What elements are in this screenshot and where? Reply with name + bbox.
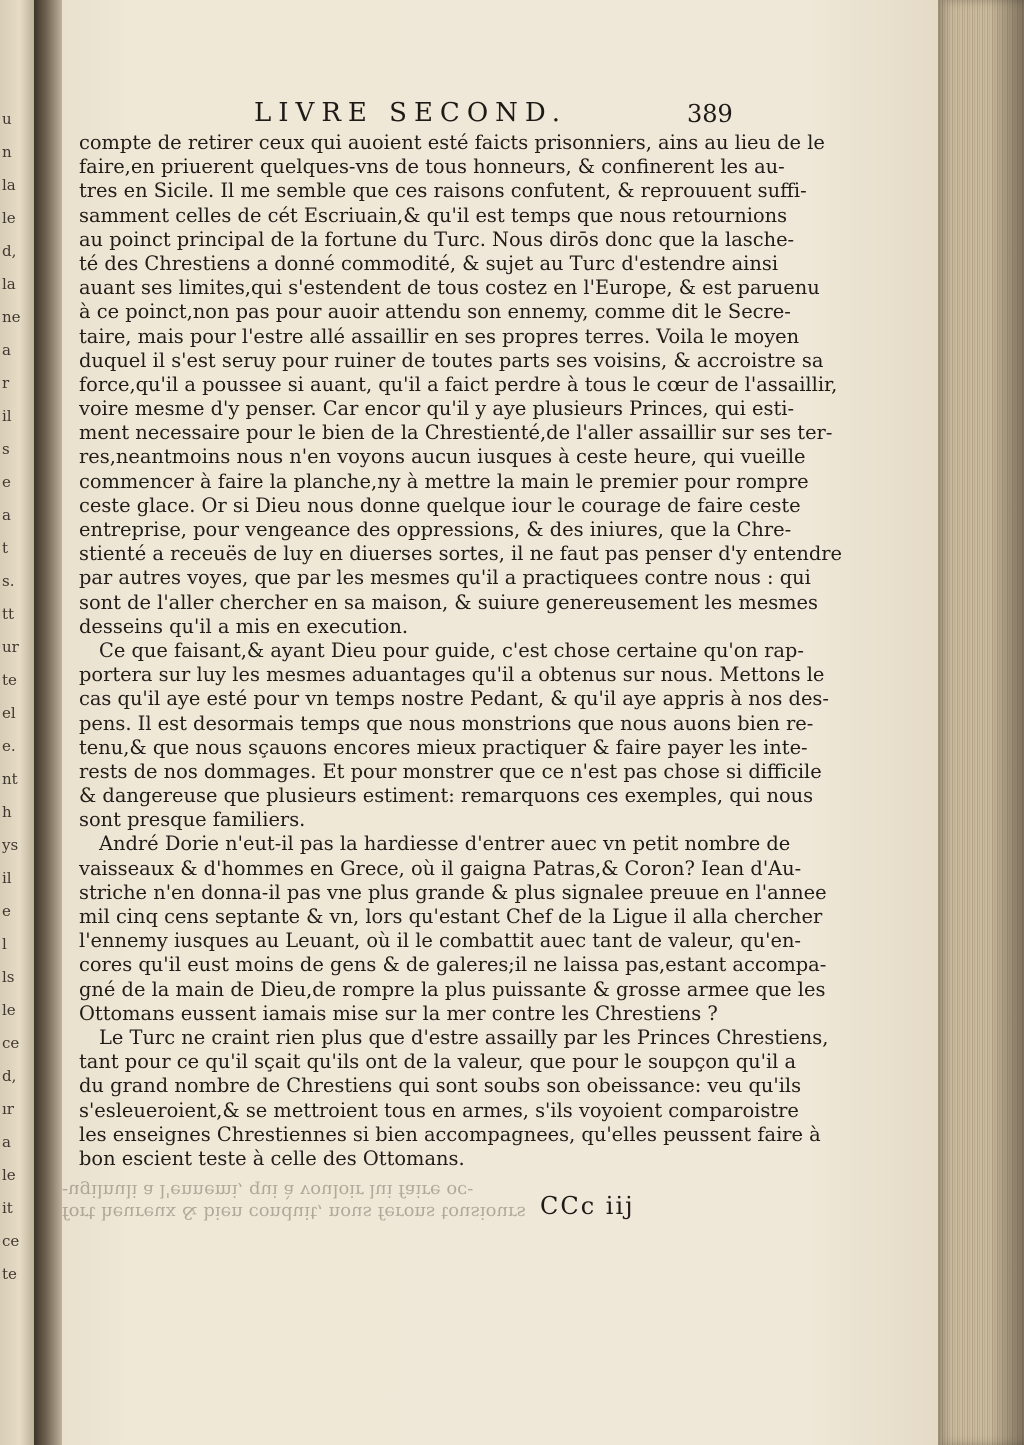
text-line: sont presque familiers. xyxy=(79,808,306,832)
text-line: Le Turc ne craint rien plus que d'estre assailly par les Princes Chrestiens, xyxy=(99,1025,829,1049)
left-page-fragment: te xyxy=(2,671,17,689)
text-line: duquel il s'est seruy pour ruiner de toutes parts ses voisins, & accroistre sa xyxy=(79,348,824,372)
text-line: samment celles de cét Escriuain,& qu'il est temps que nous retournions xyxy=(79,203,788,227)
left-page-fragment: e xyxy=(2,473,11,491)
text-line: vaisseaux & d'hommes en Grece, où il gaigna Patras,& Coron? Iean d'Au- xyxy=(79,856,802,880)
text-line: s'esleueroient,& se mettroient tous en armes, s'ils voyoient comparoistre xyxy=(79,1098,799,1122)
text-line: desseins qu'il a mis en execution. xyxy=(79,614,408,638)
text-line: stienté a receuës de luy en diuerses sortes, il ne faut pas penser d'y entendre xyxy=(79,542,842,566)
left-page-fragment: h xyxy=(2,803,12,821)
text-line: les enseignes Chrestiennes si bien accompagnees, qu'elles peussent faire à xyxy=(79,1122,821,1146)
text-line: ment necessaire pour le bien de la Chrestienté,de l'aller assaillir sur ses ter- xyxy=(79,421,833,445)
running-head: LIVRE SECOND. xyxy=(254,98,568,128)
text-line: mil cinq cens septante & vn, lors qu'estant Chef de la Ligue il alla chercher xyxy=(79,905,823,928)
text-line: taire, mais pour l'estre allé assaillir en ses propres terres. Voila le moyen xyxy=(79,324,800,348)
text-line: Ottomans eussent iamais mise sur la mer contre les Chrestiens ? xyxy=(79,1001,718,1025)
text-line: compte de retirer ceux qui auoient esté faicts prisonniers, ains au lieu de le xyxy=(79,131,825,154)
text-line: commencer à faire la planche,ny à mettre la main le premier pour rompre xyxy=(79,469,809,493)
left-page-fragment: ne xyxy=(2,308,21,326)
text-line: ceste glace. Or si Dieu nous donne quelque iour le courage de faire ceste xyxy=(79,493,801,517)
edge-shadow xyxy=(990,0,1024,1445)
text-line: par autres voyes, que par les mesmes qu'il a practiquees contre nous : qui xyxy=(79,566,811,590)
left-page-fragment: l xyxy=(2,935,7,953)
left-page-fragment: n xyxy=(2,143,12,161)
left-page-fragment: u xyxy=(2,110,12,128)
text-line: & dangereuse que plusieurs estiment: remarquons ces exemples, qui nous xyxy=(79,784,814,808)
text-line: sont de l'aller chercher en sa maison, & suiure genereusement les mesmes xyxy=(79,590,818,614)
text-line: pens. Il est desormais temps que nous monstrions que nous auons bien re- xyxy=(79,711,814,735)
text-line: cas qu'il aye esté pour vn temps nostre Pedant, & qu'il aye appris à nos des- xyxy=(79,687,829,711)
text-line: rests de nos dommages. Et pour monstrer que ce n'est pas chose si difficile xyxy=(79,759,822,783)
left-page-fragment: el xyxy=(2,704,16,722)
text-line: res,neantmoins nous n'en voyons aucun iusques à ceste heure, qui vueille xyxy=(79,445,806,469)
left-page-fragment: a xyxy=(2,341,11,359)
left-page-fragment: ce xyxy=(2,1232,20,1250)
signature-mark: CCc iij xyxy=(540,1192,635,1220)
left-page-fragment: t xyxy=(2,539,9,557)
text-line: tant pour ce qu'il sçait qu'ils ont de la valeur, que pour le soupçon qu'il a xyxy=(79,1050,797,1074)
left-page-fragment: il xyxy=(2,869,12,887)
text-line: gné de la main de Dieu,de rompre la plus puissante & grosse armee que les xyxy=(79,977,826,1001)
left-page-fragment: a xyxy=(2,1133,11,1151)
text-line: bon escient teste à celle des Ottomans. xyxy=(79,1146,465,1170)
text-line: striche n'en donna-il pas vne plus grande & plus signalee preuue en l'annee xyxy=(79,880,827,904)
text-line: tenu,& que nous sçauons encores mieux practiquer & faire payer les inte- xyxy=(79,735,808,759)
left-page-fragment: e xyxy=(2,902,11,920)
text-line: cores qu'il eust moins de gens & de galeres;il ne laissa pas,estant accompa- xyxy=(79,953,827,977)
text-line: tres en Sicile. Il me semble que ces raisons confutent, & reprouuent suffi- xyxy=(79,179,807,203)
left-page-fragment: ur xyxy=(2,638,19,656)
left-page-fragment: e. xyxy=(2,737,16,755)
text-line: Ce que faisant,& ayant Dieu pour guide, c'est chose certaine qu'on rap- xyxy=(99,638,804,662)
show-through-line: fort heureux & bien conduit, nous ferons tousiours xyxy=(62,1202,526,1223)
body-text xyxy=(79,131,842,1171)
page-recto xyxy=(62,0,938,1445)
left-page-fragment: it xyxy=(2,1199,13,1217)
left-page-fragment: d, xyxy=(2,1067,17,1085)
text-line: André Dorie n'eut-il pas la hardiesse d'entrer auec vn petit nombre de xyxy=(99,832,791,856)
show-through-text xyxy=(62,1163,938,1223)
left-page-fragment: ls xyxy=(2,968,15,986)
left-page-fragment: il xyxy=(2,407,12,425)
text-line: té des Chrestiens a donné commodité, & sujet au Turc d'estendre ainsi xyxy=(79,251,779,275)
left-page-fragment: ys xyxy=(2,836,19,854)
left-page-fragment: la xyxy=(2,176,16,194)
text-line: entreprise, pour vengeance des oppressions, & des iniures, que la Chre- xyxy=(79,518,792,541)
left-page-fragment: nt xyxy=(2,770,18,788)
book-gutter xyxy=(34,0,64,1445)
left-page-fragment: te xyxy=(2,1265,17,1283)
text-line: portera sur luy les mesmes aduantages qu'il a obtenus sur nous. Mettons le xyxy=(79,663,825,687)
left-page-fragment: la xyxy=(2,275,16,293)
left-page-fragment: tt xyxy=(2,605,15,623)
text-line: auant ses limites,qui s'estendent de tous costez en l'Europe, & est paruenu xyxy=(79,276,820,300)
text-line: au poinct principal de la fortune du Turc. Nous dirōs donc que la lasche- xyxy=(79,227,795,251)
left-page-edge xyxy=(0,0,36,1445)
left-page-fragment: le xyxy=(2,209,16,227)
page-number: 389 xyxy=(687,100,733,128)
text-line: à ce poinct,non pas pour auoir attendu son ennemy, comme dit le Secre- xyxy=(79,300,791,324)
left-page-fragment: ce xyxy=(2,1034,20,1052)
text-line: l'ennemy iusques au Leuant, où il le combattit auec tant de valeur, qu'en- xyxy=(79,929,801,953)
show-through-line: -ugilnuli a l'ennemi, qui à vouloir lui faire oc- xyxy=(62,1180,474,1201)
left-page-fragment: le xyxy=(2,1166,16,1184)
left-page-text-fragments xyxy=(2,110,28,1283)
text-line: faire,en priuerent quelques-vns de tous honneurs, & confinerent les au- xyxy=(79,155,785,179)
text-line: force,qu'il a poussee si auant, qu'il a faict perdre à tous le cœur de l'assaillir, xyxy=(79,372,838,396)
left-page-fragment: s. xyxy=(2,572,15,590)
left-page-fragment: d, xyxy=(2,242,17,260)
left-page-fragment: ır xyxy=(2,1100,14,1118)
text-line: voire mesme d'y penser. Car encor qu'il y aye plusieurs Princes, qui esti- xyxy=(79,397,795,421)
text-line: du grand nombre de Chrestiens qui sont soubs son obeissance: veu qu'ils xyxy=(79,1074,802,1098)
left-page-fragment: r xyxy=(2,374,10,392)
left-page-fragment: s xyxy=(2,440,10,458)
left-page-fragment: a xyxy=(2,506,11,524)
left-page-fragment: le xyxy=(2,1001,16,1019)
